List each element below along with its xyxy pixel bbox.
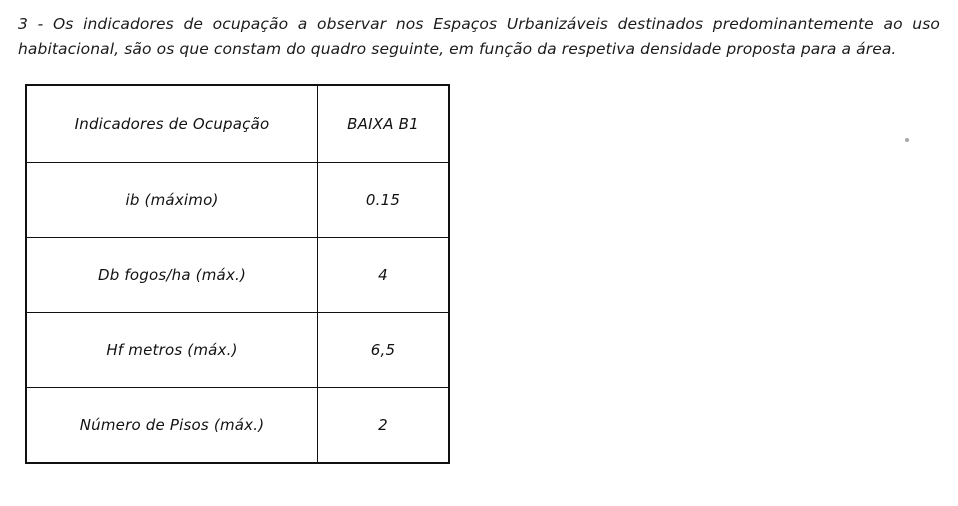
scan-speck-mark	[905, 138, 909, 142]
table-header-row	[26, 85, 449, 163]
row-label-numero-pisos: Número de Pisos (máx.)	[26, 388, 318, 464]
table-row	[26, 388, 449, 464]
table-header-baixa-b1: BAIXA B1	[318, 85, 450, 163]
row-value-ib: 0.15	[318, 163, 450, 238]
row-value-numero-pisos: 2	[318, 388, 450, 464]
table-container	[25, 84, 934, 464]
row-value-hf-metros: 6,5	[318, 313, 450, 388]
row-value-db-fogos: 4	[318, 238, 450, 313]
row-label-db-fogos: Db fogos/ha (máx.)	[26, 238, 318, 313]
row-label-hf-metros: Hf metros (máx.)	[26, 313, 318, 388]
table-header-indicadores: Indicadores de Ocupação	[26, 85, 318, 163]
row-label-ib: ib (máximo)	[26, 163, 318, 238]
indicadores-table	[25, 84, 450, 464]
paragraph-text: 3 - Os indicadores de ocupação a observar nos Espaços Urbanizáveis destinados predominantemente ao uso habitacional, são os que constam do quadro seguinte, em função da respetiva densidade proposta para a área.	[18, 15, 940, 59]
table-row	[26, 313, 449, 388]
table-row	[26, 163, 449, 238]
table-row	[26, 238, 449, 313]
